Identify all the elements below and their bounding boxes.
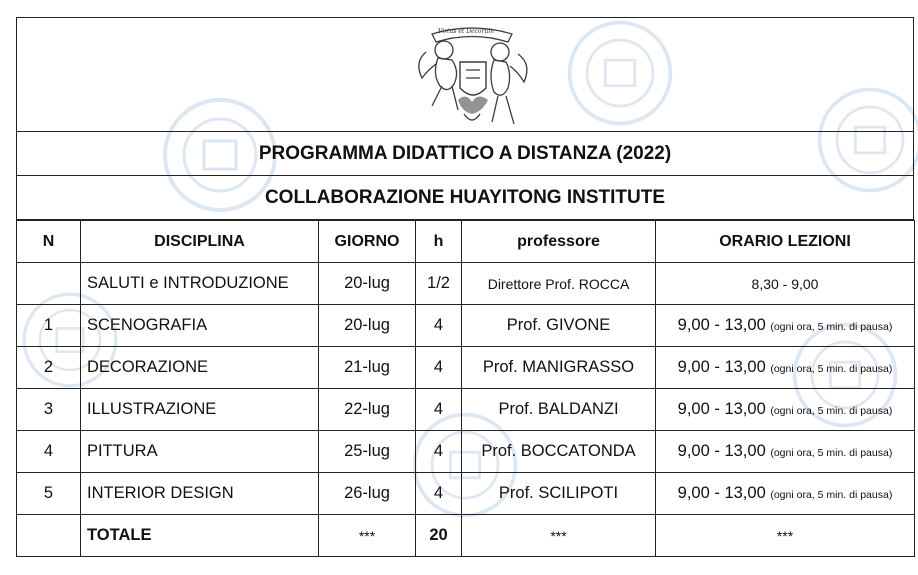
orario-time: 9,00 - 13,00 — [677, 442, 766, 460]
cell-disciplina: PITTURA — [81, 431, 319, 473]
cell-orario — [656, 389, 915, 431]
cell-orario: 8,30 - 9,00 — [656, 263, 915, 305]
schedule-table — [16, 220, 915, 557]
cell-professore: Prof. BOCCATONDA — [462, 431, 656, 473]
cell-professore: Prof. SCILIPOTI — [462, 473, 656, 515]
cell-n — [17, 515, 81, 557]
cell-h: 4 — [416, 431, 462, 473]
logo-motto: Virtus et Decorum — [438, 28, 494, 35]
cell-n: 1 — [17, 305, 81, 347]
orario-note: (ogni ora, 5 min. di pausa) — [770, 489, 893, 501]
cell-orario — [656, 431, 915, 473]
cell-disciplina: DECORAZIONE — [81, 347, 319, 389]
cell-orario: *** — [656, 515, 915, 557]
cell-disciplina: SCENOGRAFIA — [81, 305, 319, 347]
cell-professore: Prof. MANIGRASSO — [462, 347, 656, 389]
cell-h: 4 — [416, 347, 462, 389]
orario-note: (ogni ora, 5 min. di pausa) — [770, 321, 893, 333]
table-row — [17, 473, 915, 515]
table-row — [17, 305, 915, 347]
column-header-n: N — [17, 221, 81, 263]
cell-h: 4 — [416, 473, 462, 515]
orario-time: 9,00 - 13,00 — [677, 358, 766, 376]
cell-n — [17, 263, 81, 305]
column-header-h: h — [416, 221, 462, 263]
cell-giorno: *** — [319, 515, 416, 557]
document-subtitle: COLLABORAZIONE HUAYITONG INSTITUTE — [16, 176, 914, 220]
table-header-row — [17, 221, 915, 263]
schedule-document — [16, 17, 914, 556]
cell-disciplina: SALUTI e INTRODUZIONE — [81, 263, 319, 305]
column-header-orario: ORARIO LEZIONI — [656, 221, 915, 263]
cell-n: 4 — [17, 431, 81, 473]
cell-orario — [656, 347, 915, 389]
cell-h: 1/2 — [416, 263, 462, 305]
cell-professore: *** — [462, 515, 656, 557]
cell-giorno: 21-lug — [319, 347, 416, 389]
table-row — [17, 389, 915, 431]
cell-orario — [656, 473, 915, 515]
cell-giorno: 20-lug — [319, 263, 416, 305]
orario-time: 9,00 - 13,00 — [677, 400, 766, 418]
orario-time: 9,00 - 13,00 — [677, 316, 766, 334]
column-header-professore: professore — [462, 221, 656, 263]
cell-h: 4 — [416, 305, 462, 347]
document-title: PROGRAMMA DIDATTICO A DISTANZA (2022) — [16, 132, 914, 176]
cell-giorno: 26-lug — [319, 473, 416, 515]
column-header-giorno: GIORNO — [319, 221, 416, 263]
cell-n: 3 — [17, 389, 81, 431]
cell-giorno: 22-lug — [319, 389, 416, 431]
cell-total-label: TOTALE — [81, 515, 319, 557]
cell-n: 5 — [17, 473, 81, 515]
cell-giorno: 25-lug — [319, 431, 416, 473]
cell-orario — [656, 305, 915, 347]
table-row-intro — [17, 263, 915, 305]
cell-total-hours: 20 — [416, 515, 462, 557]
table-row-total — [17, 515, 915, 557]
orario-time: 9,00 - 13,00 — [677, 484, 766, 502]
cell-h: 4 — [416, 389, 462, 431]
cell-professore: Direttore Prof. ROCCA — [462, 263, 656, 305]
table-row — [17, 431, 915, 473]
cell-professore: Prof. BALDANZI — [462, 389, 656, 431]
cherubs-crest-logo — [402, 22, 542, 132]
column-header-disciplina: DISCIPLINA — [81, 221, 319, 263]
logo-row — [16, 17, 914, 132]
cell-disciplina: INTERIOR DESIGN — [81, 473, 319, 515]
cell-professore: Prof. GIVONE — [462, 305, 656, 347]
orario-note: (ogni ora, 5 min. di pausa) — [770, 447, 893, 459]
orario-note: (ogni ora, 5 min. di pausa) — [770, 363, 893, 375]
cell-giorno: 20-lug — [319, 305, 416, 347]
orario-note: (ogni ora, 5 min. di pausa) — [770, 405, 893, 417]
cell-disciplina: ILLUSTRAZIONE — [81, 389, 319, 431]
table-row — [17, 347, 915, 389]
cell-n: 2 — [17, 347, 81, 389]
